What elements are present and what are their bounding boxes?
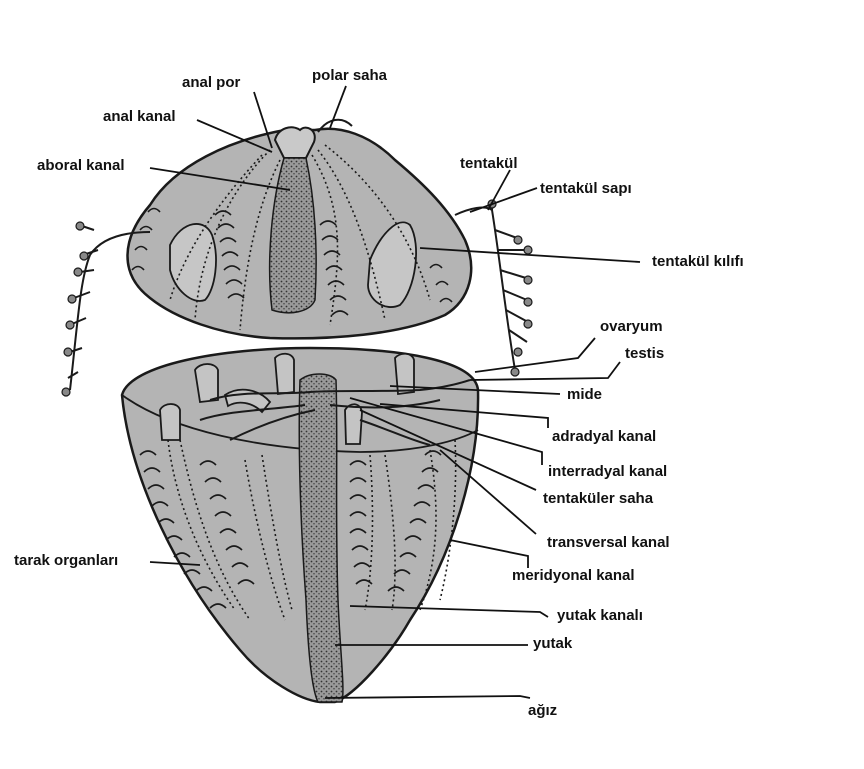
label-transversal-kanal: transversal kanal [547,534,670,551]
label-anal-por: anal por [182,74,241,91]
label-mide: mide [567,386,603,403]
label-agiz: ağız [528,702,558,719]
label-tarak-organlari: tarak organları [14,552,119,569]
label-adradyal-kanal: adradyal kanal [552,428,657,445]
label-tentakuler-saha: tentaküler saha [543,490,654,507]
label-interradyal-kanal: interradyal kanal [548,463,668,480]
label-ovaryum: ovaryum [600,318,663,335]
label-anal-kanal: anal kanal [103,108,176,125]
label-yutak-kanali: yutak kanalı [557,607,643,624]
label-meridyonal-kanal: meridyonal kanal [512,567,635,584]
label-tentakul-kilifi: tentakül kılıfı [652,253,744,270]
anal-pore-shape [275,127,315,158]
label-yutak: yutak [533,635,573,652]
label-aboral-kanal: aboral kanal [37,157,125,174]
label-testis: testis [625,345,665,362]
oral-half [122,348,478,702]
label-tentakul-sapi: tentakül sapı [540,180,632,197]
label-polar-saha: polar saha [312,67,388,84]
label-tentakul: tentakül [460,155,518,172]
